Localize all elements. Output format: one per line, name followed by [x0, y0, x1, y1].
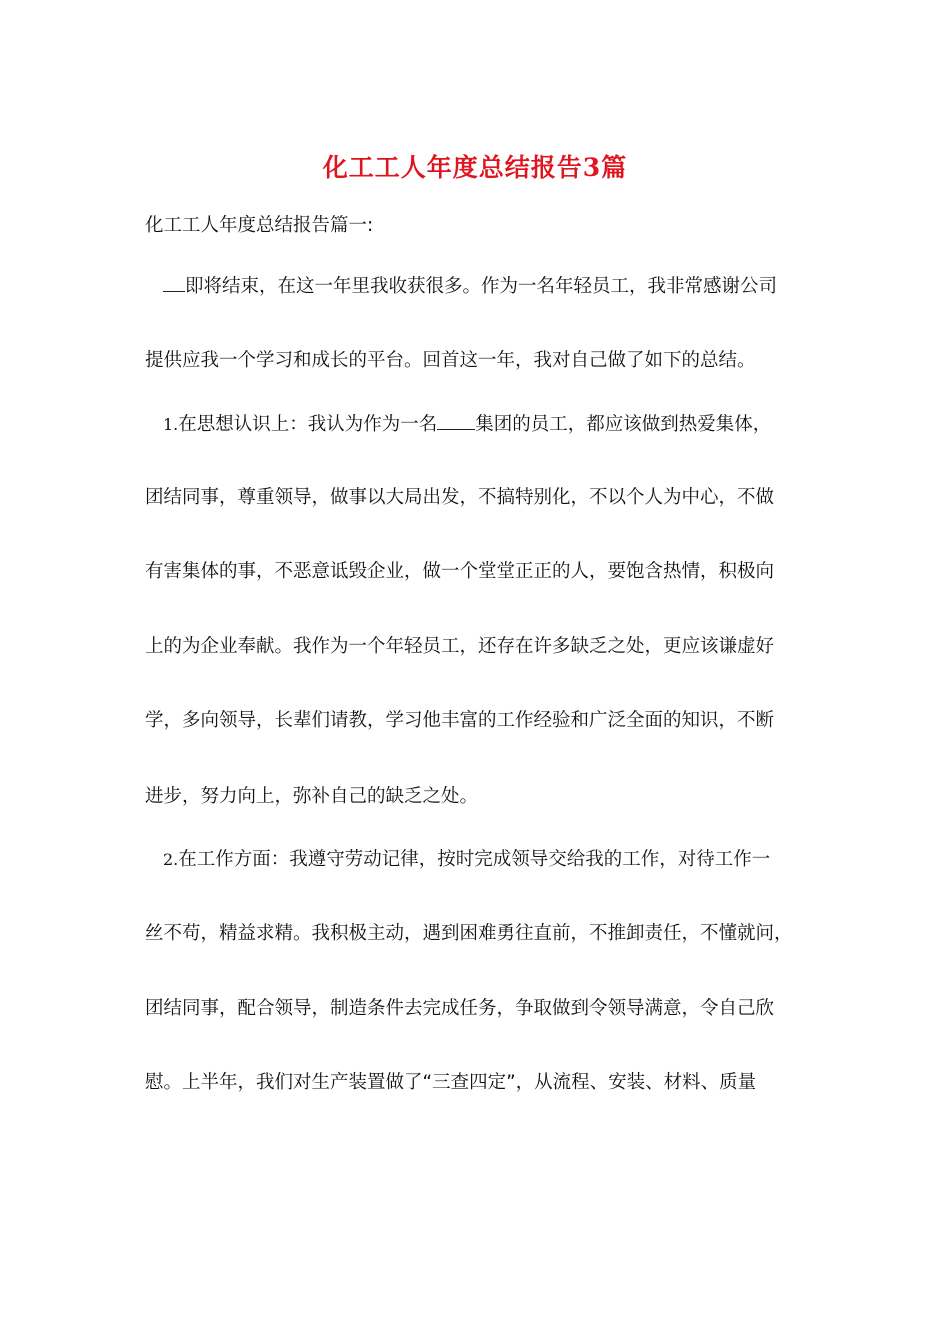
list-item-line: 团结同事，配合领导，制造条件去完成任务，争取做到令领导满意，令自己欣	[145, 998, 775, 1019]
list-item-line	[145, 409, 807, 440]
list-item-line: 上的为企业奉献。我作为一个年轻员工，还存在许多缺乏之处，更应该谦虚好	[145, 636, 775, 657]
blank-underline	[437, 409, 475, 430]
list-item-line: 丝不苟，精益求精。我积极主动，遇到困难勇往直前，不推卸责任，不懂就问，	[145, 923, 793, 944]
document-title: 化工工人年度总结报告3篇	[322, 153, 628, 182]
list-text: 在工作方面：我遵守劳动记律，按时完成领导交给我的工作，对待工作一	[178, 849, 771, 870]
list-item-line: 团结同事，尊重领导，做事以大局出发，不搞特别化，不以个人为中心，不做	[145, 487, 775, 508]
list-item-line: 学，多向领导，长辈们请教，学习他丰富的工作经验和广泛全面的知识，不断	[145, 710, 775, 731]
list-item-line: 有害集体的事，不恶意诋毁企业，做一个堂堂正正的人，要饱含热情，积极向	[145, 561, 775, 582]
list-number: 1.	[163, 415, 179, 434]
section-heading: 化工工人年度总结报告篇一:	[145, 215, 374, 236]
list-item-line: 进步，努力向上，弥补自己的缺乏之处。	[145, 786, 479, 807]
list-item-line: 慰。上半年，我们对生产装置做了“三查四定”，从流程、安装、材料、质量	[145, 1072, 757, 1093]
blank-underline	[163, 271, 185, 292]
paragraph-text: 即将结束，在这一年里我收获很多。作为一名年轻员工，我非常感谢公司	[185, 276, 778, 297]
list-text: 集团的员工，都应该做到热爱集体，	[475, 414, 772, 435]
list-item-line	[145, 845, 807, 875]
paragraph-line	[145, 271, 807, 302]
list-text: 在思想认识上：我认为作为一名	[178, 414, 438, 435]
list-number: 2.	[163, 850, 179, 869]
paragraph-line: 提供应我一个学习和成长的平台。回首这一年，我对自己做了如下的总结。	[145, 350, 756, 371]
